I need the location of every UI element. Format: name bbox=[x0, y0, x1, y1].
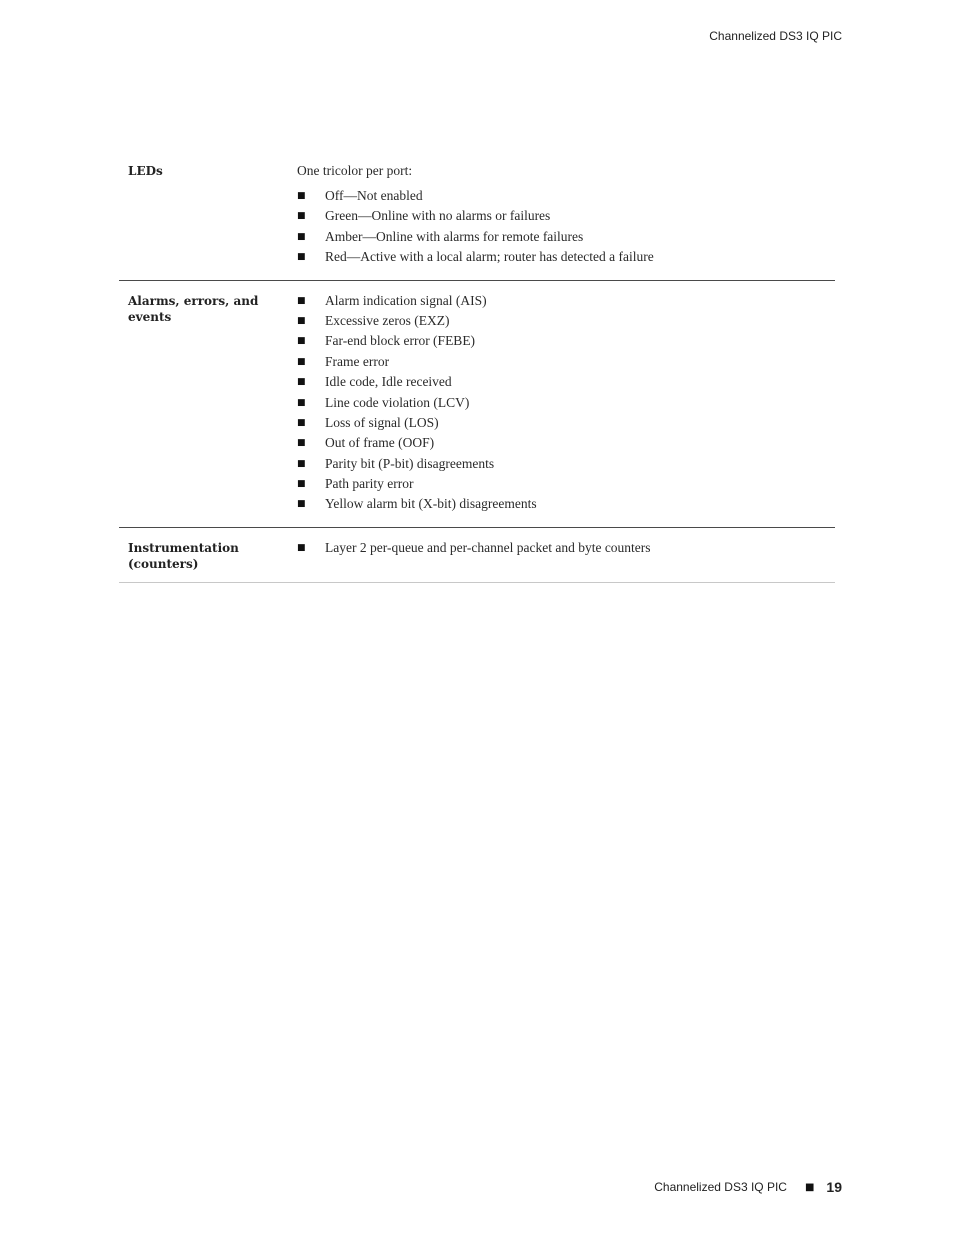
spec-row-alarms bbox=[119, 281, 835, 528]
list-item bbox=[297, 229, 835, 249]
list-item-text: Excessive zeros (EXZ) bbox=[325, 312, 450, 328]
spec-table bbox=[119, 160, 835, 583]
list-item bbox=[297, 374, 835, 394]
list-item-text: Frame error bbox=[325, 353, 390, 369]
bullet-square-icon: ■ bbox=[297, 499, 306, 510]
list-item-text: Alarm indication signal (AIS) bbox=[325, 292, 487, 308]
list-item bbox=[297, 333, 835, 353]
bullet-square-icon: ■ bbox=[297, 479, 306, 490]
spec-label: LEDs bbox=[128, 164, 163, 178]
list-item bbox=[297, 395, 835, 415]
bullet-square-icon: ■ bbox=[297, 336, 306, 347]
bullet-square-icon: ■ bbox=[297, 356, 306, 367]
list-item-text: Off—Not enabled bbox=[325, 188, 423, 203]
list-item-text: Green—Online with no alarms or failures bbox=[325, 208, 551, 224]
list-item bbox=[297, 476, 835, 496]
list-item-text: Idle code, Idle received bbox=[325, 374, 452, 390]
running-header: Channelized DS3 IQ PIC bbox=[709, 29, 842, 43]
list-item-text: Amber—Online with alarms for remote failures bbox=[325, 228, 584, 244]
list-item-text: Line code violation (LCV) bbox=[325, 394, 470, 410]
list-item bbox=[297, 249, 835, 269]
spec-content bbox=[297, 540, 835, 572]
list-item bbox=[297, 313, 835, 333]
bullet-square-icon: ■ bbox=[297, 231, 306, 242]
page-number: 19 bbox=[826, 1179, 842, 1195]
bullet-square-icon: ■ bbox=[297, 211, 306, 222]
bullet-list bbox=[297, 293, 835, 517]
footer-title: Channelized DS3 IQ PIC bbox=[654, 1180, 787, 1194]
bullet-square-icon: ■ bbox=[297, 542, 306, 553]
bullet-square-icon: ■ bbox=[297, 295, 306, 306]
running-footer bbox=[654, 1179, 842, 1195]
bullet-square-icon: ■ bbox=[297, 417, 306, 428]
list-item-text: Out of frame (OOF) bbox=[325, 435, 435, 451]
spec-row-leds bbox=[119, 160, 835, 281]
spec-intro: One tricolor per port: bbox=[297, 163, 413, 178]
list-item-text: Layer 2 per-queue and per-channel packet and byte counters bbox=[325, 539, 651, 555]
list-item bbox=[297, 188, 835, 208]
list-item-text: Path parity error bbox=[325, 476, 414, 492]
list-item-text: Parity bit (P-bit) disagreements bbox=[325, 455, 495, 471]
spec-content bbox=[297, 163, 835, 270]
bullet-list bbox=[297, 540, 835, 560]
bullet-square-icon: ■ bbox=[297, 397, 306, 408]
spec-label: Alarms, errors, and events bbox=[128, 293, 259, 324]
list-item-text: Loss of signal (LOS) bbox=[325, 414, 439, 430]
list-item bbox=[297, 496, 835, 516]
bullet-square-icon: ■ bbox=[297, 191, 306, 201]
list-item-text: Yellow alarm bit (X-bit) disagreements bbox=[325, 496, 537, 512]
bullet-square-icon: ■ bbox=[297, 438, 306, 449]
list-item bbox=[297, 435, 835, 455]
list-item bbox=[297, 293, 835, 313]
list-item bbox=[297, 415, 835, 435]
list-item bbox=[297, 354, 835, 374]
spec-row-instrumentation bbox=[119, 528, 835, 583]
list-item bbox=[297, 208, 835, 228]
list-item-text: Red—Active with a local alarm; router has detected a failure bbox=[325, 249, 654, 265]
bullet-square-icon: ■ bbox=[297, 377, 306, 388]
list-item-text: Far-end block error (FEBE) bbox=[325, 333, 476, 349]
bullet-square-icon: ■ bbox=[297, 315, 306, 326]
spec-label: Instrumentation (counters) bbox=[128, 540, 239, 571]
bullet-list bbox=[297, 188, 835, 270]
bullet-square-icon: ■ bbox=[297, 252, 306, 263]
bullet-square-icon: ■ bbox=[297, 458, 306, 469]
list-item bbox=[297, 456, 835, 476]
footer-separator-icon: ■ bbox=[804, 1181, 815, 1193]
list-item bbox=[297, 540, 835, 560]
spec-content bbox=[297, 293, 835, 517]
